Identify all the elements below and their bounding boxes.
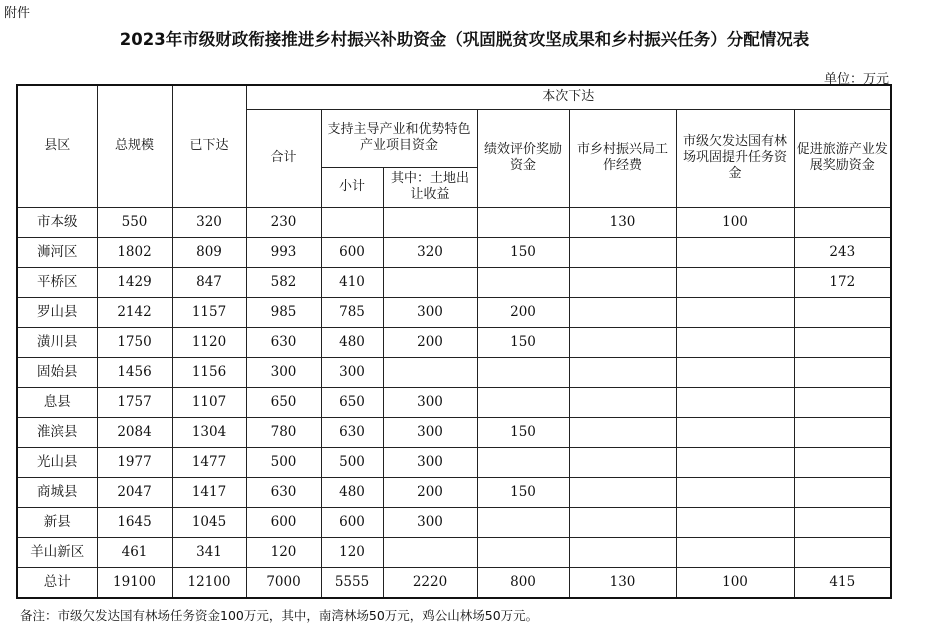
value-cell xyxy=(569,237,676,267)
value-cell: 1157 xyxy=(172,297,246,327)
value-cell xyxy=(477,447,569,477)
value-cell: 1107 xyxy=(172,387,246,417)
value-cell: 19100 xyxy=(97,567,172,598)
value-cell: 993 xyxy=(246,237,321,267)
value-cell xyxy=(383,267,477,297)
value-cell: 1757 xyxy=(97,387,172,417)
county-name-cell: 固始县 xyxy=(17,357,97,387)
value-cell: 630 xyxy=(321,417,383,447)
value-cell: 243 xyxy=(794,237,891,267)
value-cell: 341 xyxy=(172,537,246,567)
header-issued: 已下达 xyxy=(172,85,246,207)
county-name-cell: 息县 xyxy=(17,387,97,417)
value-cell xyxy=(794,327,891,357)
value-cell: 150 xyxy=(477,477,569,507)
table-body xyxy=(17,207,891,598)
county-name-cell: 浉河区 xyxy=(17,237,97,267)
value-cell: 1304 xyxy=(172,417,246,447)
table-row xyxy=(17,267,891,297)
value-cell: 100 xyxy=(676,207,794,237)
value-cell xyxy=(383,537,477,567)
value-cell: 582 xyxy=(246,267,321,297)
value-cell xyxy=(794,357,891,387)
value-cell xyxy=(477,387,569,417)
value-cell: 150 xyxy=(477,237,569,267)
attachment-label: 附件 xyxy=(4,6,31,21)
value-cell xyxy=(676,237,794,267)
value-cell: 650 xyxy=(246,387,321,417)
value-cell xyxy=(569,537,676,567)
value-cell: 200 xyxy=(383,327,477,357)
value-cell: 130 xyxy=(569,207,676,237)
value-cell: 650 xyxy=(321,387,383,417)
value-cell xyxy=(477,507,569,537)
value-cell: 2047 xyxy=(97,477,172,507)
value-cell xyxy=(569,267,676,297)
value-cell: 1120 xyxy=(172,327,246,357)
value-cell: 809 xyxy=(172,237,246,267)
value-cell: 1750 xyxy=(97,327,172,357)
value-cell xyxy=(676,417,794,447)
county-name-cell: 罗山县 xyxy=(17,297,97,327)
county-name-cell: 新县 xyxy=(17,507,97,537)
value-cell xyxy=(477,357,569,387)
header-industry-land: 其中：土地出让收益 xyxy=(383,167,477,207)
value-cell xyxy=(794,447,891,477)
unit-label: 单位：万元 xyxy=(823,72,889,87)
table-row xyxy=(17,447,891,477)
value-cell xyxy=(569,387,676,417)
value-cell: 1645 xyxy=(97,507,172,537)
value-cell: 200 xyxy=(477,297,569,327)
value-cell xyxy=(794,417,891,447)
value-cell xyxy=(569,477,676,507)
county-name-cell: 潢川县 xyxy=(17,327,97,357)
table-row xyxy=(17,567,891,598)
value-cell: 2220 xyxy=(383,567,477,598)
value-cell: 600 xyxy=(246,507,321,537)
value-cell: 300 xyxy=(383,297,477,327)
value-cell: 1456 xyxy=(97,357,172,387)
value-cell: 630 xyxy=(246,327,321,357)
value-cell xyxy=(794,387,891,417)
county-name-cell: 羊山新区 xyxy=(17,537,97,567)
value-cell: 120 xyxy=(321,537,383,567)
value-cell: 500 xyxy=(321,447,383,477)
value-cell xyxy=(794,207,891,237)
value-cell: 320 xyxy=(172,207,246,237)
allocation-table xyxy=(16,84,892,599)
value-cell: 230 xyxy=(246,207,321,237)
value-cell xyxy=(676,447,794,477)
value-cell: 1045 xyxy=(172,507,246,537)
table-row xyxy=(17,387,891,417)
value-cell xyxy=(794,297,891,327)
value-cell: 630 xyxy=(246,477,321,507)
header-tourism: 促进旅游产业发展奖励资金 xyxy=(794,109,891,207)
county-name-cell: 市本级 xyxy=(17,207,97,237)
value-cell xyxy=(569,507,676,537)
county-name-cell: 淮滨县 xyxy=(17,417,97,447)
header-rural-bureau: 市乡村振兴局工作经费 xyxy=(569,109,676,207)
value-cell: 1417 xyxy=(172,477,246,507)
value-cell xyxy=(569,417,676,447)
value-cell: 1802 xyxy=(97,237,172,267)
county-name-cell: 商城县 xyxy=(17,477,97,507)
table-row xyxy=(17,297,891,327)
value-cell: 200 xyxy=(383,477,477,507)
header-this-batch: 本次下达 xyxy=(246,85,891,109)
value-cell: 5555 xyxy=(321,567,383,598)
value-cell xyxy=(569,297,676,327)
value-cell xyxy=(676,477,794,507)
value-cell: 300 xyxy=(383,507,477,537)
value-cell: 800 xyxy=(477,567,569,598)
value-cell: 300 xyxy=(321,357,383,387)
header-total-scale: 总规模 xyxy=(97,85,172,207)
table-row xyxy=(17,357,891,387)
value-cell: 300 xyxy=(383,447,477,477)
county-name-cell: 平桥区 xyxy=(17,267,97,297)
value-cell xyxy=(676,327,794,357)
table-row xyxy=(17,477,891,507)
table-row xyxy=(17,507,891,537)
table-row xyxy=(17,207,891,237)
value-cell xyxy=(676,537,794,567)
value-cell: 120 xyxy=(246,537,321,567)
value-cell: 780 xyxy=(246,417,321,447)
value-cell: 461 xyxy=(97,537,172,567)
header-subtotal-all: 合计 xyxy=(246,109,321,207)
value-cell: 300 xyxy=(246,357,321,387)
table-row xyxy=(17,237,891,267)
value-cell: 500 xyxy=(246,447,321,477)
value-cell xyxy=(477,267,569,297)
header-county: 县区 xyxy=(17,85,97,207)
value-cell xyxy=(569,447,676,477)
value-cell xyxy=(383,207,477,237)
value-cell: 300 xyxy=(383,417,477,447)
table-row xyxy=(17,537,891,567)
county-name-cell: 光山县 xyxy=(17,447,97,477)
value-cell: 985 xyxy=(246,297,321,327)
value-cell xyxy=(676,387,794,417)
county-name-cell: 总计 xyxy=(17,567,97,598)
value-cell: 2142 xyxy=(97,297,172,327)
value-cell: 480 xyxy=(321,327,383,357)
header-industry-fund: 支持主导产业和优势特色产业项目资金 xyxy=(321,109,477,167)
value-cell xyxy=(569,357,676,387)
value-cell: 1977 xyxy=(97,447,172,477)
value-cell xyxy=(676,297,794,327)
value-cell: 410 xyxy=(321,267,383,297)
header-performance: 绩效评价奖励资金 xyxy=(477,109,569,207)
value-cell: 2084 xyxy=(97,417,172,447)
header-industry-subtotal: 小计 xyxy=(321,167,383,207)
value-cell: 7000 xyxy=(246,567,321,598)
value-cell: 415 xyxy=(794,567,891,598)
table-row xyxy=(17,327,891,357)
value-cell: 1156 xyxy=(172,357,246,387)
value-cell: 172 xyxy=(794,267,891,297)
value-cell: 100 xyxy=(676,567,794,598)
value-cell: 550 xyxy=(97,207,172,237)
value-cell xyxy=(569,327,676,357)
value-cell: 1429 xyxy=(97,267,172,297)
value-cell xyxy=(794,507,891,537)
value-cell: 480 xyxy=(321,477,383,507)
value-cell: 12100 xyxy=(172,567,246,598)
value-cell: 320 xyxy=(383,237,477,267)
value-cell xyxy=(477,537,569,567)
value-cell: 130 xyxy=(569,567,676,598)
header-forest-farm: 市级欠发达国有林场巩固提升任务资金 xyxy=(676,109,794,207)
value-cell: 1477 xyxy=(172,447,246,477)
footnote: 备注：市级欠发达国有林场任务资金100万元，其中，南湾林场50万元，鸡公山林场50万元。 xyxy=(20,608,539,623)
document-title: 2023年市级财政衔接推进乡村振兴补助资金（巩固脱贫攻坚成果和乡村振兴任务）分配情况表 xyxy=(119,30,810,49)
value-cell xyxy=(794,477,891,507)
value-cell xyxy=(676,507,794,537)
value-cell xyxy=(676,267,794,297)
value-cell xyxy=(676,357,794,387)
value-cell: 600 xyxy=(321,507,383,537)
value-cell: 785 xyxy=(321,297,383,327)
value-cell: 150 xyxy=(477,327,569,357)
value-cell: 847 xyxy=(172,267,246,297)
value-cell: 150 xyxy=(477,417,569,447)
table-row xyxy=(17,417,891,447)
value-cell xyxy=(383,357,477,387)
value-cell xyxy=(321,207,383,237)
value-cell xyxy=(794,537,891,567)
value-cell xyxy=(477,207,569,237)
value-cell: 600 xyxy=(321,237,383,267)
value-cell: 300 xyxy=(383,387,477,417)
